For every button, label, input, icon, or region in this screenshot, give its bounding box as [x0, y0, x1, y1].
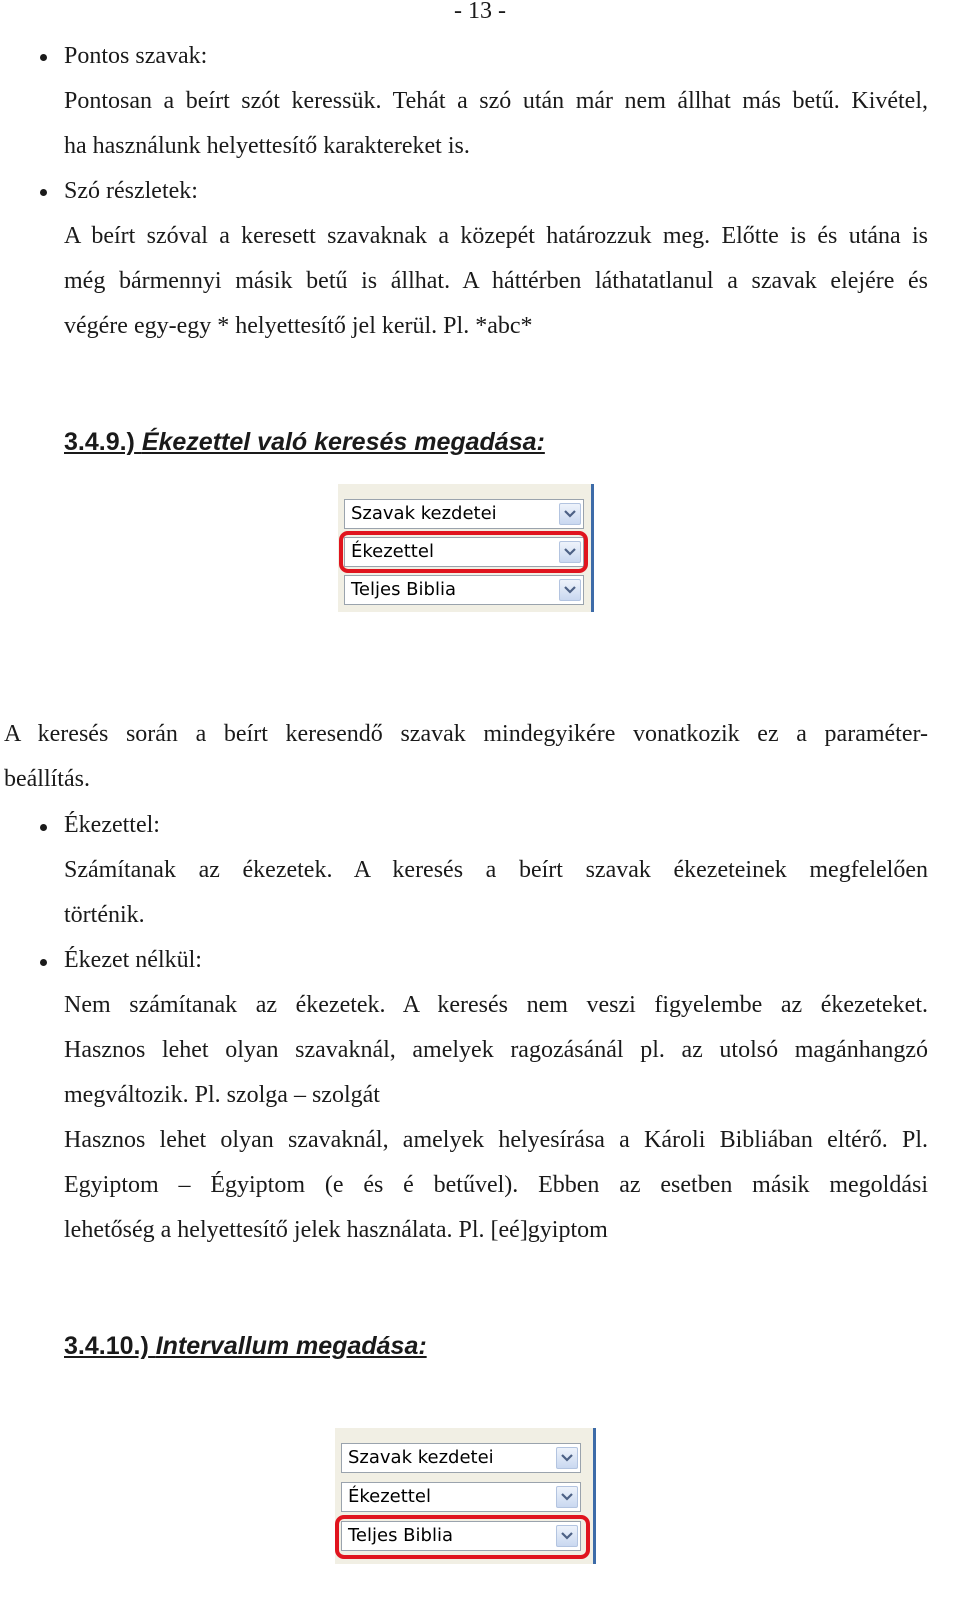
paragraph: beállítás.: [4, 766, 90, 792]
list-item-body: megváltozik. Pl. szolga – szolgát: [64, 1082, 380, 1108]
list-item-body: végére egy-egy * helyettesítő jel kerül. Pl. *abc*: [64, 313, 533, 339]
list-item-body: Nem számítanak az ékezetek. A keresés nem veszi figyelembe az ékezeteket.: [64, 992, 928, 1018]
bullet-icon: [40, 189, 47, 196]
highlight-frame: [335, 1515, 590, 1559]
list-item-title: Szó részletek:: [64, 178, 198, 204]
list-item-title: Ékezettel:: [64, 812, 160, 838]
list-item-body: Egyiptom – Égyiptom (e és é betűvel). Ebben az esetben másik megoldási: [64, 1172, 928, 1198]
list-item-body: Számítanak az ékezetek. A keresés a beírt szavak ékezeteinek megfelelően: [64, 857, 928, 883]
search-mode-dropdown[interactable]: Szavak kezdetei: [341, 1443, 581, 1473]
paragraph: A keresés során a beírt keresendő szavak mindegyikére vonatkozik ez a paraméter-: [4, 721, 928, 747]
list-item-body: még bármennyi másik betű is állhat. A háttérben láthatatlanul a szavak elejére és: [64, 268, 928, 294]
accent-mode-dropdown[interactable]: Ékezettel: [341, 1482, 581, 1512]
scope-dropdown[interactable]: Teljes Biblia: [344, 575, 584, 605]
bullet-icon: [40, 54, 47, 61]
section-title: Intervallum megadása:: [155, 1332, 427, 1360]
list-item-body: Hasznos lehet olyan szavaknál, amelyek helyesírása a Károli Bibliában eltérő. Pl.: [64, 1127, 928, 1153]
section-number: 3.4.9.): [64, 428, 135, 456]
bullet-icon: [40, 824, 47, 831]
page-number: - 13 -: [454, 0, 506, 24]
list-item-body: történik.: [64, 902, 145, 928]
list-item-title: Ékezet nélkül:: [64, 947, 202, 973]
bullet-icon: [40, 959, 47, 966]
section-number: 3.4.10.): [64, 1332, 149, 1360]
search-options-panel: [338, 484, 594, 612]
chevron-down-icon[interactable]: [556, 1486, 578, 1508]
chevron-down-icon[interactable]: [559, 503, 581, 525]
list-item-title: Pontos szavak:: [64, 43, 208, 69]
search-mode-dropdown[interactable]: Szavak kezdetei: [344, 499, 584, 529]
accent-mode-dropdown[interactable]: Ékezettel: [344, 537, 584, 567]
section-heading: [64, 1330, 427, 1362]
section-title: Ékezettel való keresés megadása:: [141, 428, 545, 456]
chevron-down-icon[interactable]: [559, 579, 581, 601]
search-options-panel: [335, 1428, 596, 1564]
highlight-frame: [339, 531, 588, 573]
list-item-body: ha használunk helyettesítő karaktereket is.: [64, 133, 470, 159]
section-heading: [64, 426, 545, 458]
chevron-down-icon[interactable]: [556, 1447, 578, 1469]
list-item-body: A beírt szóval a keresett szavaknak a közepét határozzuk meg. Előtte is és utána is: [64, 223, 928, 249]
list-item-body: Pontosan a beírt szót keressük. Tehát a szó után már nem állhat más betű. Kivétel,: [64, 88, 928, 114]
scope-dropdown[interactable]: Teljes Biblia: [341, 1521, 581, 1551]
list-item-body: lehetőség a helyettesítő jelek használata. Pl. [eé]gyiptom: [64, 1217, 608, 1243]
list-item-body: Hasznos lehet olyan szavaknál, amelyek ragozásánál pl. az utolsó magánhangzó: [64, 1037, 928, 1063]
